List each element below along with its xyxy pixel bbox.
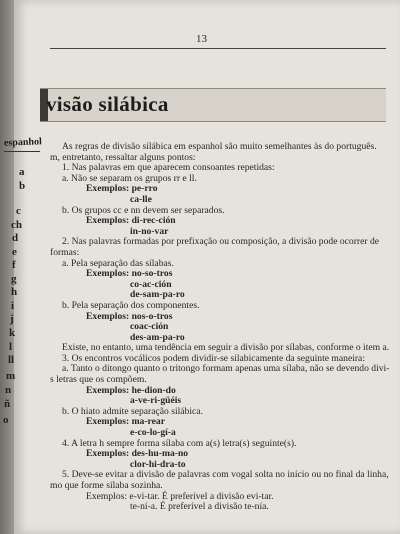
text-line: 5. Deve-se evitar a divisão de palavras com vogal solta no início ou no final da linha, [62, 469, 389, 481]
text-line: 3. Os encontros vocálicos podem dividir-se silabicamente da seguinte maneira: [62, 352, 365, 364]
sidebar-header: espanhol [3, 136, 42, 149]
sidebar-letter: k [9, 327, 16, 339]
text-line: formas: [50, 246, 80, 258]
text-line: As regras de divisão silábica em espanhol são muito semelhantes às do português. [62, 141, 377, 152]
sidebar-letter: a [19, 166, 25, 178]
example-line: Exemplos: e-vi-tar. É preferível a divisão evi-tar. [86, 490, 274, 502]
text-line: Existe, no entanto, uma tendência em seguir a divisão por sílabas, conforme o item a. [62, 342, 390, 354]
text-line: b. Os grupos cc e nn devem ser separados. [62, 204, 225, 216]
chapter-title: visão silábica [46, 92, 169, 116]
example-line: de-sam-pa-ro [130, 289, 185, 301]
example-line: a-ve-ri-güéis [130, 395, 182, 407]
sidebar-letter: e [12, 246, 17, 258]
example-line: te-ní-a. É preferível a divisão te-nía. [130, 501, 269, 513]
example-line: e-co-lo-gí-a [130, 427, 176, 439]
example-line: Exemplos: he-dion-do [86, 384, 176, 396]
example-line: Exemplos: pe-rro [86, 183, 158, 195]
example-line: ca-lle [130, 193, 152, 205]
example-line: co-ac-ción [130, 278, 172, 290]
sidebar-letter: f [12, 259, 16, 271]
sidebar-letter: h [11, 286, 18, 298]
sidebar-letter: i [11, 300, 15, 312]
sidebar-letter: l [9, 341, 13, 353]
example-line: Exemplos: des-hu-ma-no [86, 448, 189, 460]
sidebar-letter: g [11, 273, 17, 285]
sidebar-rule [4, 151, 40, 152]
text-line: 1. Nas palavras em que aparecem consoantes repetidas: [62, 162, 275, 174]
example-line: clor-hi-dra-to [130, 458, 186, 470]
text-line: b. Pela separação dos componentes. [62, 299, 200, 311]
text-line: mo que forme sílaba sozinha. [50, 480, 163, 491]
header-rule [50, 48, 386, 49]
example-line: Exemplos: di-rec-ción [86, 215, 176, 227]
example-line: Exemplos: ma-rear [86, 416, 165, 428]
example-line: coac-ción [130, 321, 169, 333]
page-number: 13 [196, 33, 207, 45]
text-line: b. O hiato admite separação silábica. [62, 405, 203, 417]
sidebar-letter: ñ [4, 398, 11, 410]
sidebar-letter: d [12, 232, 19, 244]
sidebar-letter: b [19, 180, 26, 192]
sidebar-letter: m [6, 370, 16, 382]
sidebar-letter: n [5, 384, 12, 396]
text-line: m, entretanto, ressaltar alguns pontos: [50, 151, 196, 163]
text-line: 2. Nas palavras formadas por prefixação ou composição, a divisão pode ocorrer de [62, 236, 380, 248]
sidebar-letter: c [16, 205, 21, 217]
example-line: Exemplos: no-so-tros [86, 268, 173, 280]
sidebar-letter: o [3, 414, 9, 426]
example-line: des-am-pa-ro [130, 331, 185, 343]
sidebar-letter: ch [11, 219, 22, 231]
example-line: Exemplos: nos-o-tros [86, 310, 173, 322]
text-line: s letras que os compõem. [50, 374, 147, 386]
body-text [50, 141, 390, 513]
text-line: a. Não se separam os grupos rr e ll. [62, 172, 197, 184]
example-line: in-no-var [130, 225, 169, 237]
text-line: a. Pela separação das sílabas. [62, 257, 174, 269]
sidebar-letter: ll [8, 354, 15, 366]
text-line: a. Tanto o ditongo quanto o tritongo formam apenas uma sílaba, não se devendo divi- [62, 363, 390, 375]
text-line: 4. A letra h sempre forma sílaba com a(s) letra(s) seguinte(s). [62, 437, 297, 449]
sidebar-letter: j [10, 313, 14, 325]
